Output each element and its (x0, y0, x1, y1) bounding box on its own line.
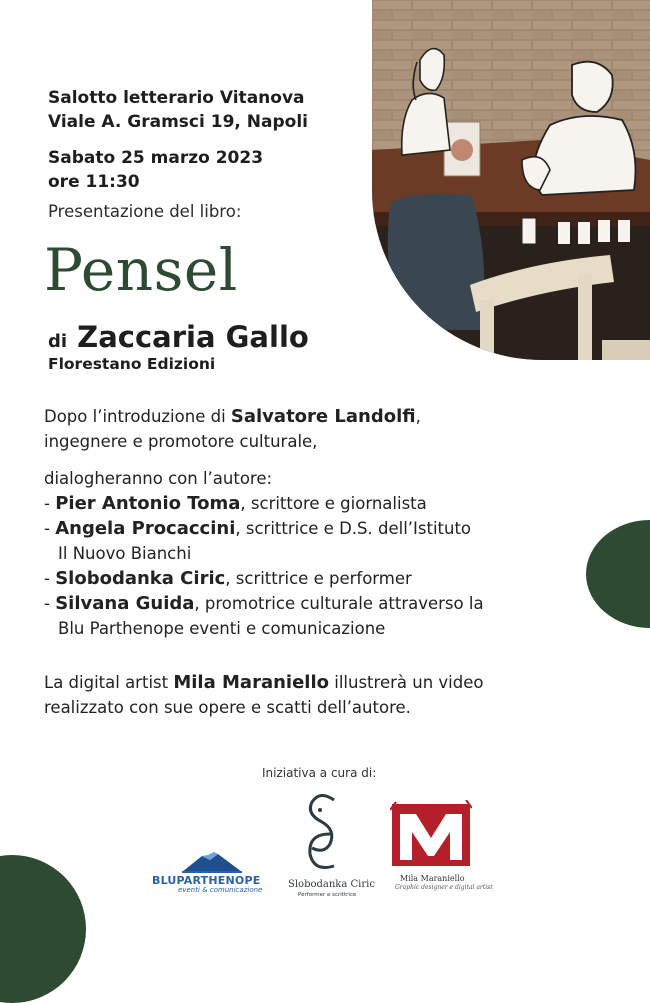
speaker-item (44, 516, 604, 541)
introducer-name: Salvatore Landolfi (230, 406, 416, 427)
author-name: Zaccaria Gallo (77, 320, 309, 354)
artist-line-1 (44, 670, 604, 695)
author-line (48, 320, 309, 359)
speaker-dash: - (44, 519, 56, 538)
speaker-name: Slobodanka Ciric (55, 568, 226, 589)
speaker-item (44, 566, 604, 591)
sc-monogram-icon (300, 790, 346, 874)
speaker-name: Pier Antonio Toma (55, 493, 241, 514)
speaker-dash: - (44, 594, 56, 613)
speaker-dash: - (44, 494, 56, 513)
vesuvio-icon (180, 848, 244, 874)
blu-parthenope-subtitle: eventi & comunicazione (178, 886, 263, 894)
speaker-role: , scrittrice e performer (225, 569, 412, 588)
intro-paragraph (44, 404, 604, 454)
speaker-name: Angela Procaccini (55, 518, 236, 539)
event-date: Sabato 25 marzo 2023 (48, 148, 264, 168)
artist-paragraph (44, 670, 604, 720)
speaker-name: Silvana Guida (55, 593, 195, 614)
intro-line-1 (44, 404, 604, 429)
speaker-item (44, 591, 604, 616)
dialogue-section (44, 466, 604, 641)
mila-maraniello-title: Mila Maraniello (400, 874, 465, 883)
speaker-item (44, 491, 604, 516)
mila-maraniello-logo (390, 800, 472, 874)
slobodanka-ciric-subtitle: Performer e scrittrice (298, 892, 357, 898)
decorative-circle-bottom (0, 855, 86, 1003)
cafe-scene-image (372, 0, 650, 360)
dialogue-heading: dialogheranno con l’autore: (44, 469, 273, 488)
intro-suffix: , (415, 407, 421, 426)
speaker-role: , scrittrice e D.S. dell’Istituto (235, 519, 472, 538)
intro-line-2: ingegnere e promotore culturale, (44, 432, 318, 451)
date-block (48, 146, 263, 194)
venue-name: Salotto letterario Vitanova (48, 88, 305, 108)
artist-name: Mila Maraniello (173, 672, 329, 693)
slobodanka-ciric-logo (300, 790, 346, 878)
venue-block (48, 86, 308, 134)
venue-address: Viale A. Gramsci 19, Napoli (48, 112, 308, 132)
presentation-label: Presentazione del libro: (48, 202, 242, 221)
mila-maraniello-subtitle: Graphic designer e digital artist (395, 884, 493, 891)
artist-suffix: illustrerà un video (329, 673, 484, 692)
speaker-role: , scrittore e giornalista (240, 494, 427, 513)
blu-parthenope-title: BLUPARTHENOPE (152, 874, 261, 887)
cafe-illustration (372, 0, 650, 360)
book-title: Pensel (44, 236, 238, 304)
initiative-label: Iniziativa a cura di: (262, 766, 377, 780)
speaker-role-continued: Blu Parthenope eventi e comunicazione (58, 619, 386, 638)
artist-prefix: La digital artist (44, 673, 174, 692)
publisher-name: Florestano Edizioni (48, 355, 216, 373)
slobodanka-ciric-title: Slobodanka Ciric (288, 879, 375, 890)
speaker-dash: - (44, 569, 56, 588)
intro-prefix: Dopo l’introduzione di (44, 407, 231, 426)
speaker-role: , promotrice culturale attraverso la (194, 594, 484, 613)
artist-line-2: realizzato con sue opere e scatti dell’autore. (44, 698, 411, 717)
author-prefix: di (48, 331, 68, 352)
event-time: ore 11:30 (48, 172, 140, 192)
speaker-role-continued: Il Nuovo Bianchi (58, 544, 192, 563)
m-monogram-icon (390, 800, 472, 870)
